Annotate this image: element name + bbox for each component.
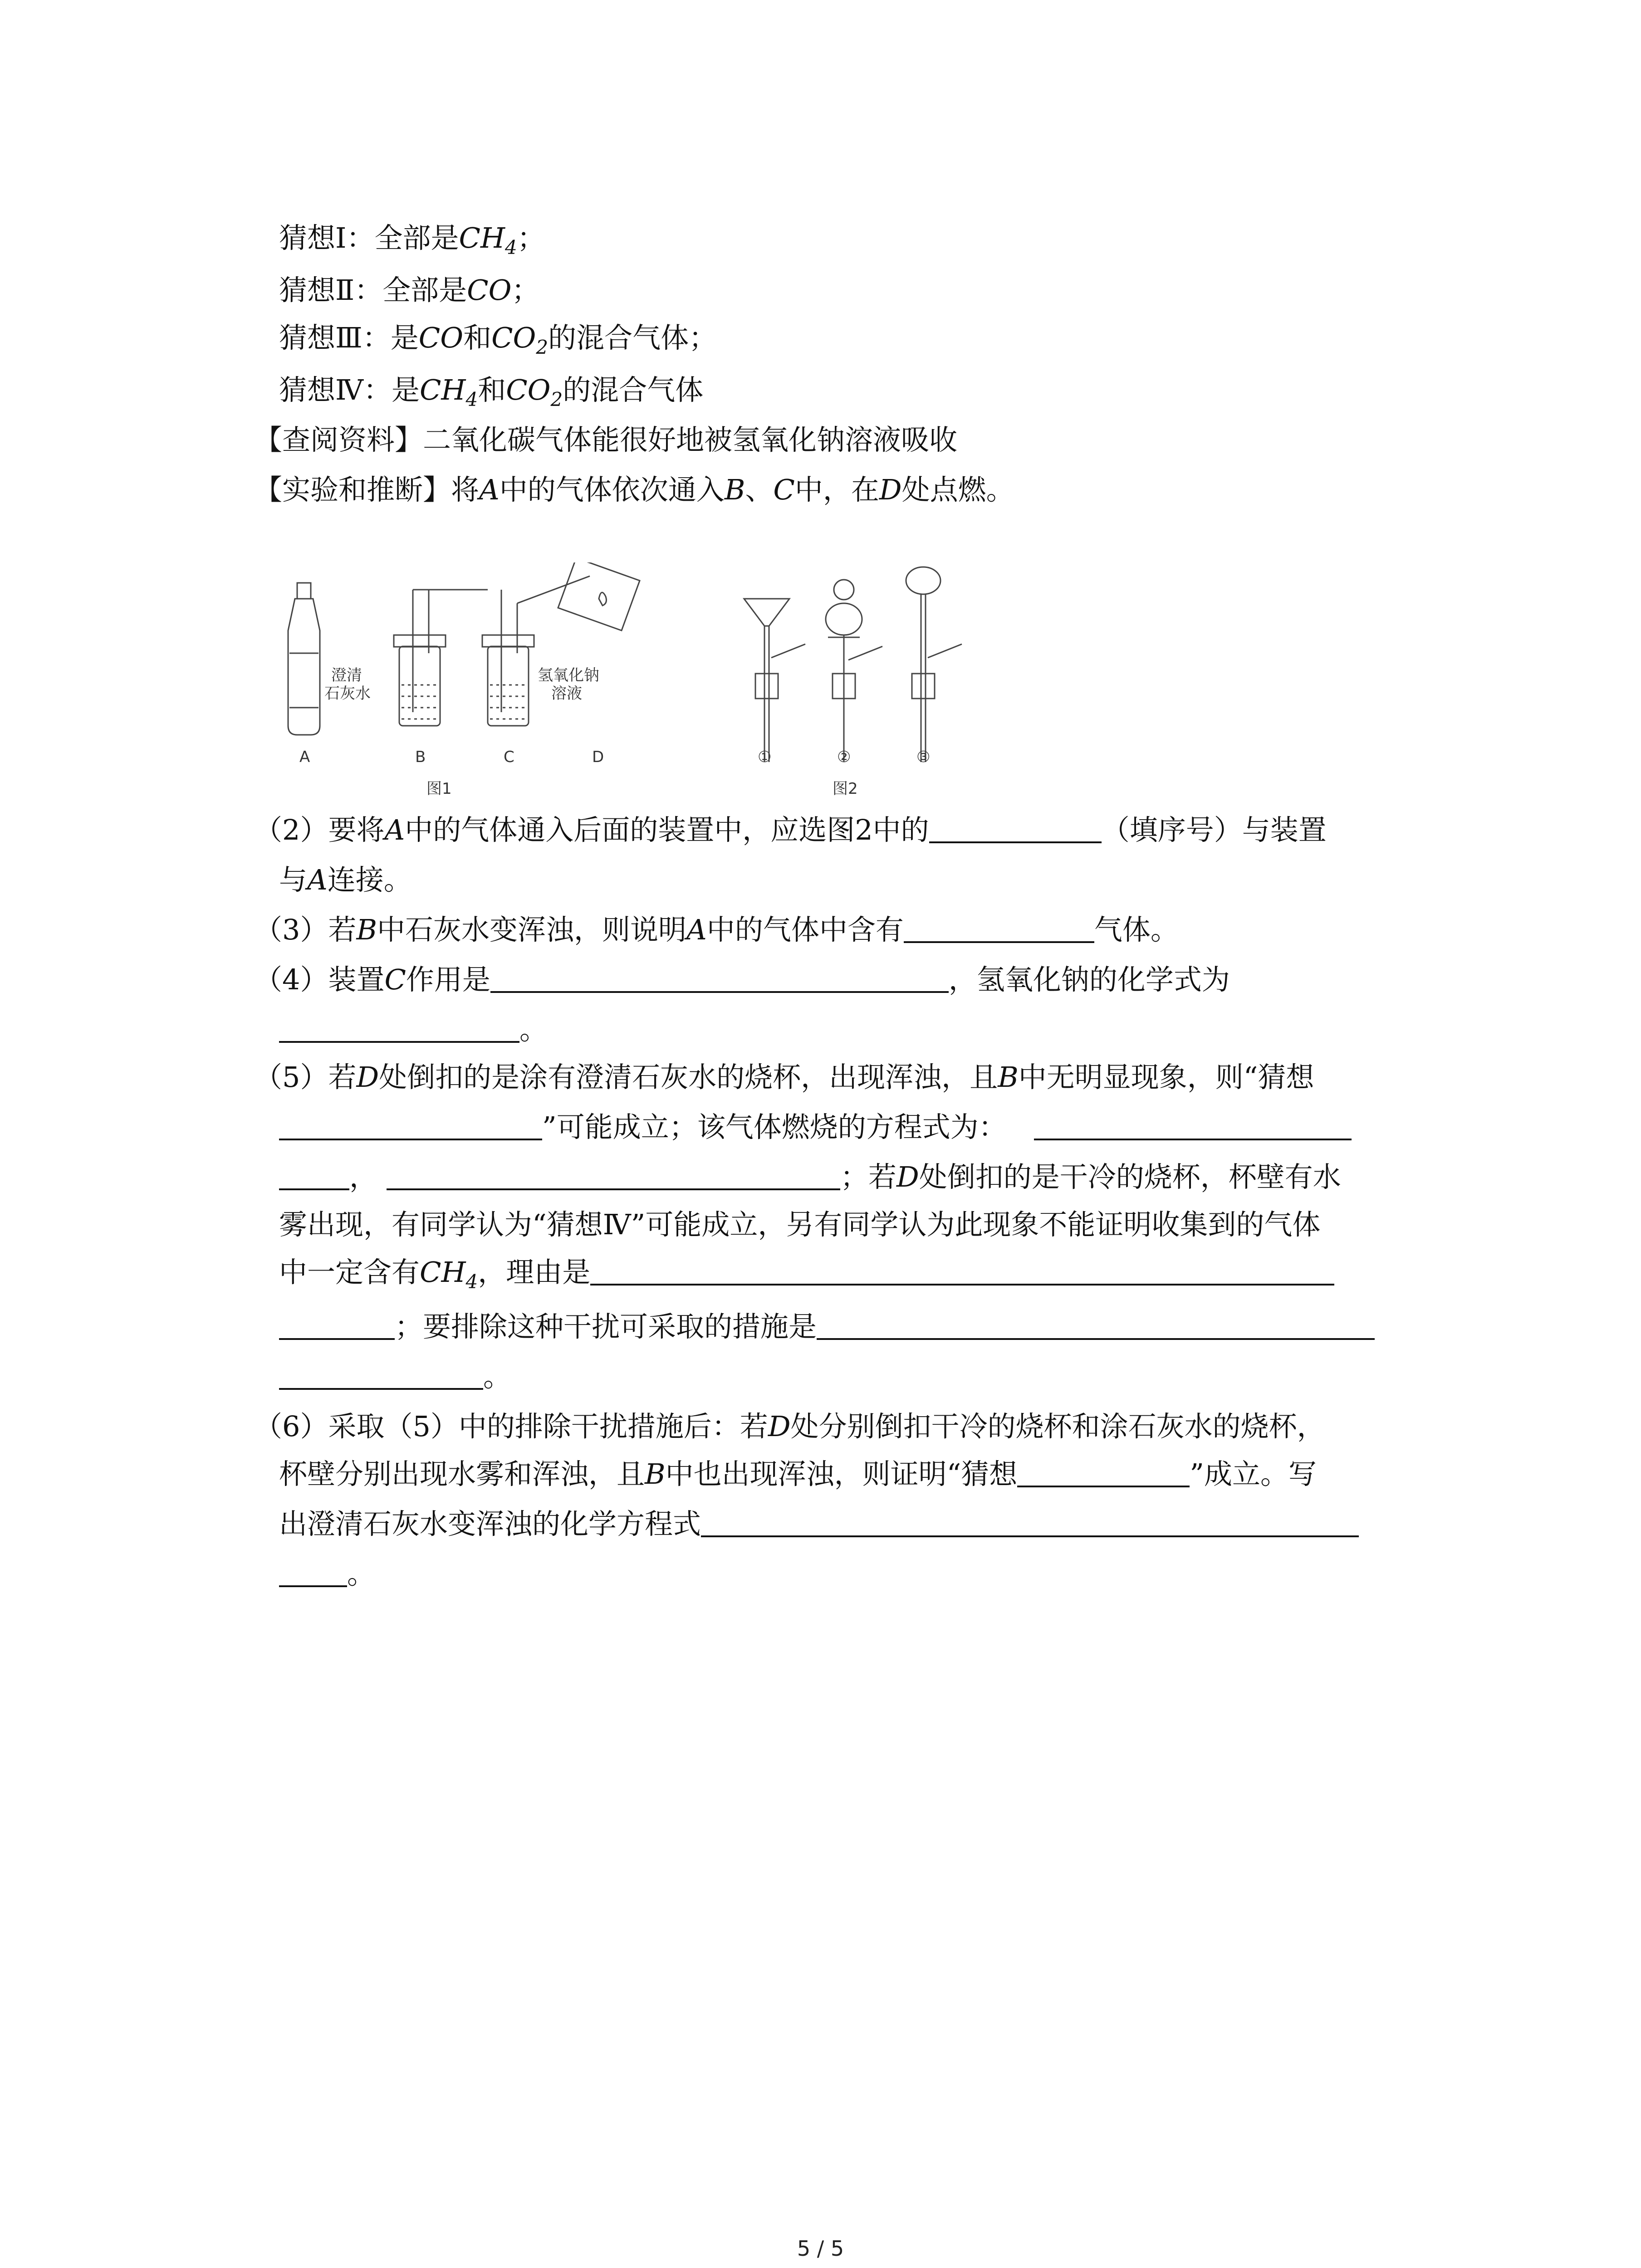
apparatus-figure [272, 562, 1043, 816]
reference-info: 【查阅资料】二氧化碳气体能很好地被氢氧化钠溶液吸收 [254, 423, 958, 456]
label-clear: 澄清 [331, 666, 362, 684]
q6-blank-1[interactable] [1017, 1457, 1190, 1487]
experiment-intro: 【实验和推断】将A中的气体依次通入B、C中，在D处点燃。 [254, 473, 1014, 506]
q4-line2: 。 [279, 1009, 548, 1050]
q5-line7: 。 [279, 1356, 511, 1397]
q5-blank-5[interactable] [590, 1256, 1334, 1286]
q2-line1: （2）要将A中的气体通入后面的装置中，应选图2中的 （填序号）与装置 [254, 813, 1327, 846]
q5-line6: ；要排除这种干扰可采取的措施是 [279, 1306, 1375, 1347]
bottle-b [394, 590, 488, 726]
letter-a: A [299, 748, 310, 766]
fig2-caption: 图2 [833, 780, 858, 798]
q5-blank-8[interactable] [279, 1360, 483, 1390]
q6-blank-2[interactable] [701, 1507, 1359, 1537]
letter-d: D [592, 748, 604, 766]
q6-blank-3[interactable] [279, 1557, 347, 1587]
q6-line1: （6）采取（5）中的排除干扰措施后：若D处分别倒扣干冷的烧杯和涂石灰水的烧杯， [254, 1410, 1325, 1443]
q5-blank-7[interactable] [817, 1310, 1375, 1340]
label-naoh: 氢氧化钠 [538, 666, 599, 684]
label-solution: 溶液 [551, 684, 582, 703]
guess-4: 猜想Ⅳ：是$CH_4$和$CO_2$的混合气体 [279, 373, 704, 411]
q2-line2: 与A连接。 [279, 863, 412, 896]
q5-blank-2[interactable] [1034, 1110, 1352, 1140]
guess-2: 猜想Ⅱ：全部是CO； [279, 274, 540, 307]
q6-line2: 杯壁分别出现水雾和浑浊，且B中也出现浑浊，则证明“猜想 ”成立。写 [279, 1457, 1317, 1491]
letter-c: C [504, 748, 514, 766]
q5-blank-1[interactable] [279, 1110, 542, 1140]
fig1-caption: 图1 [426, 780, 452, 798]
q4-line1: （4）装置C作用是 ，氢氧化钠的化学式为 [254, 963, 1230, 996]
funnel-2 [826, 580, 882, 762]
letter-b: B [415, 748, 426, 766]
funnel-1 [744, 599, 805, 762]
guess-1: 猜想Ⅰ：全部是$CH_4$； [279, 221, 545, 259]
label-lime-water: 石灰水 [324, 684, 371, 703]
q6-line3: 出澄清石灰水变浑浊的化学方程式 [279, 1504, 1359, 1545]
beaker-d [558, 562, 640, 631]
guess-3: 猜想Ⅲ：是CO和$CO_2$的混合气体； [279, 321, 717, 358]
num-1: ① [758, 748, 772, 766]
q5-line4: 雾出现，有同学认为“猜想Ⅳ”可能成立，另有同学认为此现象不能证明收集到的气体 [279, 1208, 1321, 1241]
q5-line3: ， ；若D处倒扣的是干冷的烧杯，杯壁有水 [279, 1157, 1341, 1198]
q3-blank[interactable] [904, 913, 1094, 943]
funnel-3 [906, 567, 962, 762]
page-number: 5 / 5 [797, 2236, 844, 2261]
q4-blank-2[interactable] [279, 1013, 519, 1043]
q5-line2: ”可能成立；该气体燃烧的方程式为： [279, 1107, 1352, 1148]
q6-line4: 。 [279, 1554, 375, 1594]
q5-blank-3[interactable] [279, 1160, 349, 1190]
num-2: ② [837, 748, 851, 766]
num-3: ③ [916, 748, 931, 766]
bottle-c [482, 576, 590, 726]
q3-line: （3）若B中石灰水变浑浊，则说明A中的气体中含有 气体。 [254, 913, 1179, 946]
q5-blank-4[interactable] [387, 1160, 840, 1190]
q5-line1: （5）若D处倒扣的是涂有澄清石灰水的烧杯，出现浑浊，且B中无明显现象，则“猜想 [254, 1061, 1314, 1094]
q2-blank[interactable] [929, 813, 1102, 843]
q4-blank-1[interactable] [490, 963, 949, 993]
bottle-a [288, 583, 320, 735]
q5-line5: 中一定含有$CH_4$，理由是 [279, 1252, 1334, 1293]
q5-blank-6[interactable] [279, 1310, 395, 1340]
